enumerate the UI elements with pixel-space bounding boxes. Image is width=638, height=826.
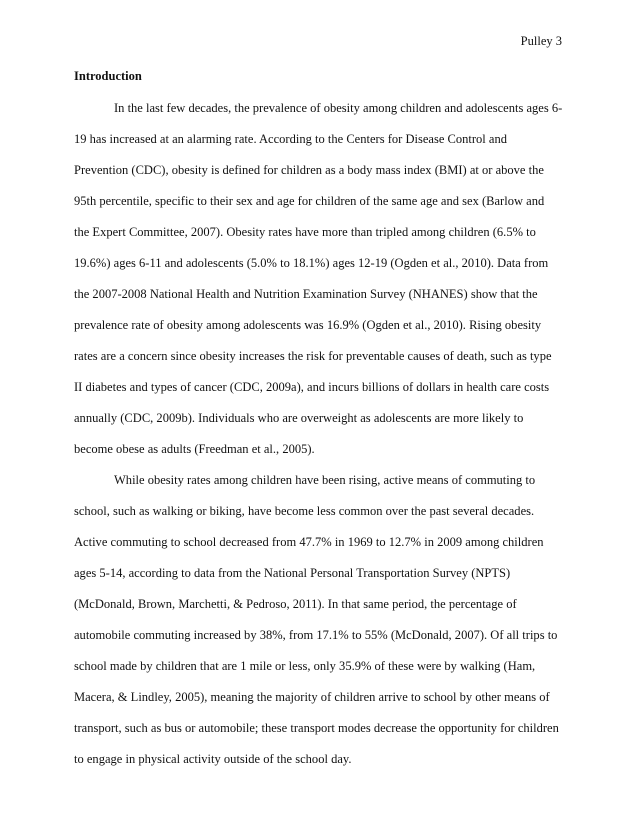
- paragraph-2-line-6: automobile commuting increased by 38%, from 17.1% to 55% (McDonald, 2007). Of all trips to: [74, 628, 558, 642]
- paragraph-1-line-1: In the last few decades, the prevalence of obesity among children and adolescents ages 6-: [114, 101, 563, 115]
- paragraph-1-line-8: prevalence rate of obesity among adolescents was 16.9% (Ogden et al., 2010). Rising obesity: [74, 318, 542, 332]
- paragraph-2-line-1: While obesity rates among children have been rising, active means of commuting to: [114, 473, 536, 487]
- section-heading: Introduction: [74, 69, 142, 83]
- paragraph-2-line-2: school, such as walking or biking, have become less common over the past several decades.: [74, 504, 535, 518]
- paragraph-1-line-9: rates are a concern since obesity increases the risk for preventable causes of death, such as type: [74, 349, 552, 363]
- paragraph-1-line-7: the 2007-2008 National Health and Nutrition Examination Survey (NHANES) show that the: [74, 287, 538, 301]
- paragraph-1-line-4: 95th percentile, specific to their sex and age for children of the same age and sex (Barlow and: [74, 194, 545, 208]
- paragraph-1-line-3: Prevention (CDC), obesity is defined for children as a body mass index (BMI) at or above the: [74, 163, 544, 177]
- paragraph-1-line-10: II diabetes and types of cancer (CDC, 2009a), and incurs billions of dollars in health care costs: [74, 380, 550, 394]
- paragraph-1-line-11: annually (CDC, 2009b). Individuals who are overweight as adolescents are more likely to: [74, 411, 524, 425]
- paragraph-1-line-6: 19.6%) ages 6-11 and adolescents (5.0% to 18.1%) ages 12-19 (Ogden et al., 2010). Data from: [74, 256, 549, 270]
- paragraph-2-line-4: ages 5-14, according to data from the National Personal Transportation Survey (NPTS): [74, 566, 511, 580]
- paragraph-1-line-5: the Expert Committee, 2007). Obesity rates have more than tripled among children (6.5% to: [74, 225, 536, 239]
- paragraph-2-line-7: school made by children that are 1 mile or less, only 35.9% of these were by walking (Ham,: [74, 659, 536, 673]
- running-head: Pulley 3: [520, 34, 562, 48]
- paragraph-1-line-12: become obese as adults (Freedman et al., 2005).: [74, 442, 315, 456]
- paragraph-2-line-9: transport, such as bus or automobile; these transport modes decrease the opportunity for children: [74, 721, 559, 735]
- paragraph-1-line-2: 19 has increased at an alarming rate. According to the Centers for Disease Control and: [74, 132, 508, 146]
- paragraph-2-line-5: (McDonald, Brown, Marchetti, & Pedroso, 2011). In that same period, the percentage of: [74, 597, 517, 611]
- paragraph-2-line-8: Macera, & Lindley, 2005), meaning the majority of children arrive to school by other means of: [74, 690, 550, 704]
- paragraph-2-line-10: to engage in physical activity outside of the school day.: [74, 752, 352, 766]
- paragraph-2-line-3: Active commuting to school decreased from 47.7% in 1969 to 12.7% in 2009 among children: [74, 535, 544, 549]
